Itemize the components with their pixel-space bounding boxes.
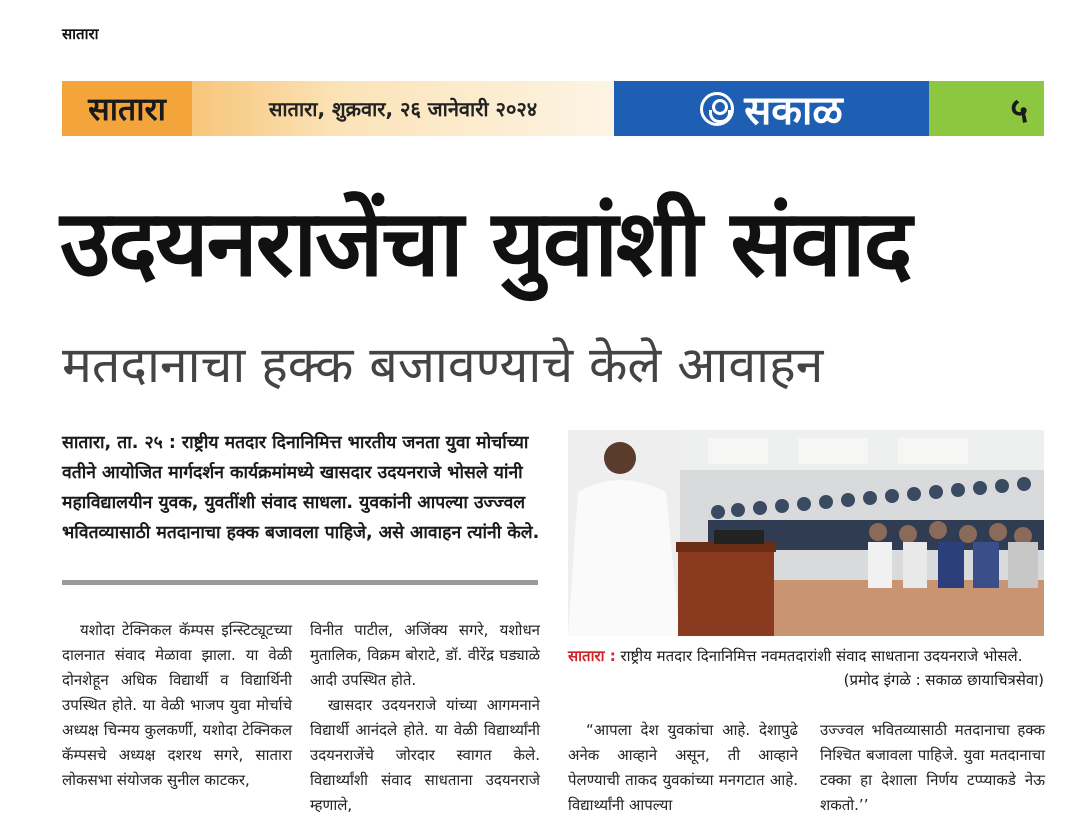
quote-paragraph: उज्ज्वल भवितव्यासाठी मतदानाचा हक्क निश्चित बजावला पाहिजे. युवा मतदानाचा टक्का हा देशाला निर्णय टप्प्याकडे नेऊ शकतो.’’ <box>820 721 1045 814</box>
headline: उदयनराजेंचा युवांशी संवाद <box>60 190 911 297</box>
caption-place: सातारा : <box>568 647 616 665</box>
quote-paragraph: “आपला देश युवकांचा आहे. देशापुढे अनेक आव्हाने असून, ती आव्हाने पेलण्याची ताकद युवकांच्या मनगटात आहे. विद्यार्थ्यांनी आपल्या <box>568 721 798 814</box>
lede-divider <box>62 580 538 585</box>
page-section-label: सातारा <box>62 25 99 43</box>
photo-caption <box>568 644 1044 692</box>
sakal-logo-icon <box>700 92 734 126</box>
news-photo-illustration <box>568 430 1044 636</box>
body-column-1 <box>62 618 292 793</box>
subheadline: मतदानाचा हक्क बजावण्याचे केले आवाहन <box>62 336 824 394</box>
brand-name: सकाळ <box>744 88 843 134</box>
masthead-brand <box>614 81 929 136</box>
masthead <box>62 81 1044 136</box>
body-column-3 <box>568 718 798 818</box>
body-column-4 <box>820 718 1045 818</box>
masthead-section: सातारा <box>62 81 192 136</box>
page-number: ५ <box>929 81 1044 136</box>
masthead-date: सातारा, शुक्रवार, २६ जानेवारी २०२४ <box>192 81 614 136</box>
lede-paragraph: सातारा, ता. २५ : राष्ट्रीय मतदार दिनानिमित्त भारतीय जनता युवा मोर्चाच्या वतीने आयोजित मार्गदर्शन कार्यक्रमांमध्ये खासदार उदयनराजे भोसले यांनी महाविद्यालयीन युवक, युवतींशी संवाद साधला. युवकांनी आपल्या उज्ज्वल भवितव्यासाठी मतदानाचा हक्क बजावला पाहिजे, असे आवाहन त्यांनी केले. <box>62 433 540 543</box>
body-paragraph: खासदार उदयनराजे यांच्या आगमनाने विद्यार्थी आनंदले होते. या वेळी विद्यार्थ्यांनी उदयनराजेंचे जोरदार स्वागत केले. विद्यार्थ्यांशी संवाद साधताना उदयनराजे म्हणाले, <box>310 696 540 814</box>
body-paragraph: यशोदा टेक्निकल कॅम्पस इन्स्टिट्यूटच्या दालनात संवाद मेळावा झाला. या वेळी दोनशेहून अधिक विद्यार्थी व विद्यार्थिनी उपस्थित होते. या वेळी भाजप युवा मोर्चाचे अध्यक्ष चिन्मय कुलकर्णी, यशोदा टेक्निकल कॅम्पसचे अध्यक्ष दशरथ सगरे, सातारा लोकसभा संयोजक सुनील काटकर, <box>62 621 292 789</box>
photo-credit: (प्रमोद इंगळे : सकाळ छायाचित्रसेवा) <box>843 671 1044 689</box>
caption-text: राष्ट्रीय मतदार दिनानिमित्त नवमतदारांशी संवाद साधताना उदयनराजे भोसले. <box>620 647 1023 665</box>
body-column-2 <box>310 618 540 818</box>
news-photo <box>568 430 1044 636</box>
body-paragraph: विनीत पाटील, अजिंक्य सगरे, यशोधन मुतालिक, विक्रम बोराटे, डॉ. वीरेंद्र घड्याळे आदी उपस्थित होते. <box>310 621 540 689</box>
